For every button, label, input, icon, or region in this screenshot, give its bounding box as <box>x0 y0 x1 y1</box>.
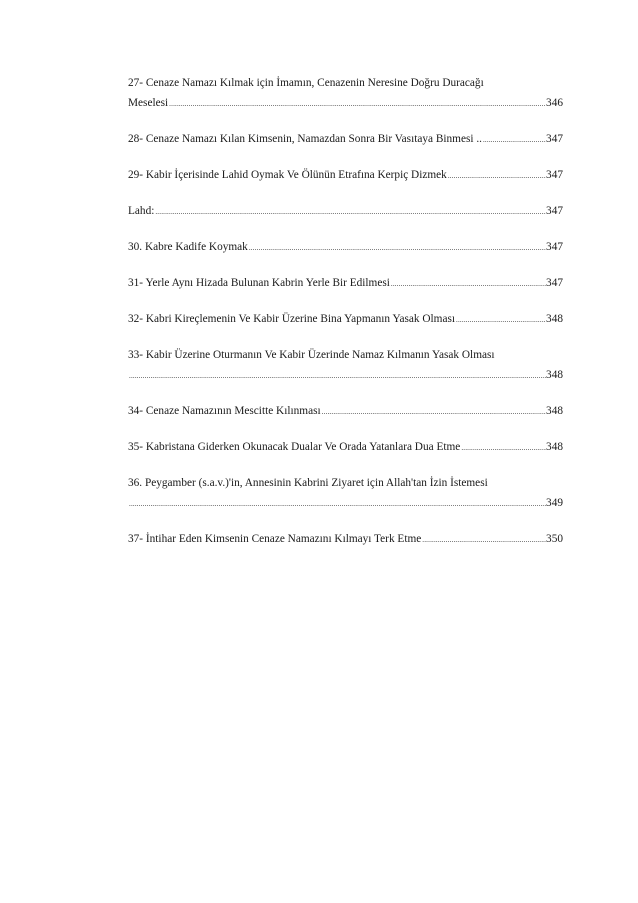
toc-entry <box>128 201 563 222</box>
toc-entry <box>128 165 563 186</box>
toc-entry <box>128 309 563 330</box>
toc-entry <box>128 345 563 386</box>
toc-page-number: 347 <box>546 169 563 181</box>
toc-entry <box>128 401 563 422</box>
toc-entry-title-line <box>128 345 563 365</box>
dot-leader <box>447 166 546 186</box>
toc-page-number: 350 <box>546 533 563 545</box>
toc-entry-title: 32- Kabri Kireçlemenin Ve Kabir Üzerine Bina Yapmanın Yasak Olması <box>128 313 456 325</box>
toc-entry <box>128 129 563 150</box>
toc-entry-title: Meselesi <box>128 97 169 109</box>
toc-page-number: 348 <box>546 313 563 325</box>
toc-page-number: 348 <box>546 369 563 381</box>
toc-entry <box>128 73 563 114</box>
toc-entry-title: 35- Kabristana Giderken Okunacak Dualar Ve Orada Yatanlara Dua Etme <box>128 441 461 453</box>
toc-entry-title-line <box>128 473 563 493</box>
toc-entry-leader-line <box>128 309 563 330</box>
toc-entry <box>128 529 563 550</box>
toc-entry-title: 36. Peygamber (s.a.v.)'in, Annesinin Kabrini Ziyaret için Allah'tan İzin İstemesi <box>128 477 488 489</box>
toc-entry <box>128 437 563 458</box>
toc-entry <box>128 273 563 294</box>
toc-entry-title: 29- Kabir İçerisinde Lahid Oymak Ve Ölünün Etrafına Kerpiç Dizmek <box>128 169 447 181</box>
toc-entry-leader-line <box>128 165 563 186</box>
dot-leader <box>455 310 546 330</box>
toc-entry-leader-line <box>128 201 563 222</box>
toc-page-number: 347 <box>546 241 563 253</box>
toc-entry-title: 28- Cenaze Namazı Kılan Kimsenin, Namazdan Sonra Bir Vasıtaya Binmesi .. <box>128 133 482 145</box>
dot-leader <box>421 530 546 550</box>
toc-entry-leader-line <box>128 401 563 422</box>
toc-page-number: 346 <box>546 97 563 109</box>
toc-page-number: 347 <box>546 133 563 145</box>
dot-leader <box>128 494 546 514</box>
toc-entry-leader-line <box>128 93 563 114</box>
toc-entry-title: 27- Cenaze Namazı Kılmak için İmamın, Cenazenin Neresine Doğru Duracağı <box>128 77 484 89</box>
toc-entry-leader-line <box>128 529 563 550</box>
toc-entry-title: Lahd: <box>128 205 155 217</box>
toc-page-number: 347 <box>546 277 563 289</box>
toc-page-number: 347 <box>546 205 563 217</box>
toc-entry-leader-line <box>128 365 563 386</box>
toc-page-number: 349 <box>546 497 563 509</box>
toc-entry-leader-line <box>128 237 563 258</box>
toc-page-number: 348 <box>546 405 563 417</box>
dot-leader <box>128 366 546 386</box>
dot-leader <box>154 202 546 222</box>
toc-entry <box>128 237 563 258</box>
toc-page-number: 348 <box>546 441 563 453</box>
toc-entry-leader-line <box>128 493 563 514</box>
dot-leader <box>168 94 546 114</box>
toc-entry-leader-line <box>128 129 563 150</box>
toc-entry <box>128 473 563 514</box>
toc-entry-title: 34- Cenaze Namazının Mescitte Kılınması <box>128 405 321 417</box>
toc-entry-title-line <box>128 73 563 93</box>
toc-entry-title: 33- Kabir Üzerine Oturmanın Ve Kabir Üzerinde Namaz Kılmanın Yasak Olması <box>128 349 495 361</box>
dot-leader <box>482 130 546 150</box>
toc-entry-title: 31- Yerle Aynı Hizada Bulunan Kabrin Yerle Bir Edilmesi <box>128 277 390 289</box>
toc-entry-leader-line <box>128 273 563 294</box>
toc-entry-title: 37- İntihar Eden Kimsenin Cenaze Namazını Kılmayı Terk Etme <box>128 533 422 545</box>
dot-leader <box>390 274 546 294</box>
table-of-contents <box>128 73 563 565</box>
dot-leader <box>248 238 546 258</box>
dot-leader <box>321 402 546 422</box>
toc-entry-title: 30. Kabre Kadife Koymak <box>128 241 248 253</box>
dot-leader <box>460 438 546 458</box>
toc-entry-leader-line <box>128 437 563 458</box>
